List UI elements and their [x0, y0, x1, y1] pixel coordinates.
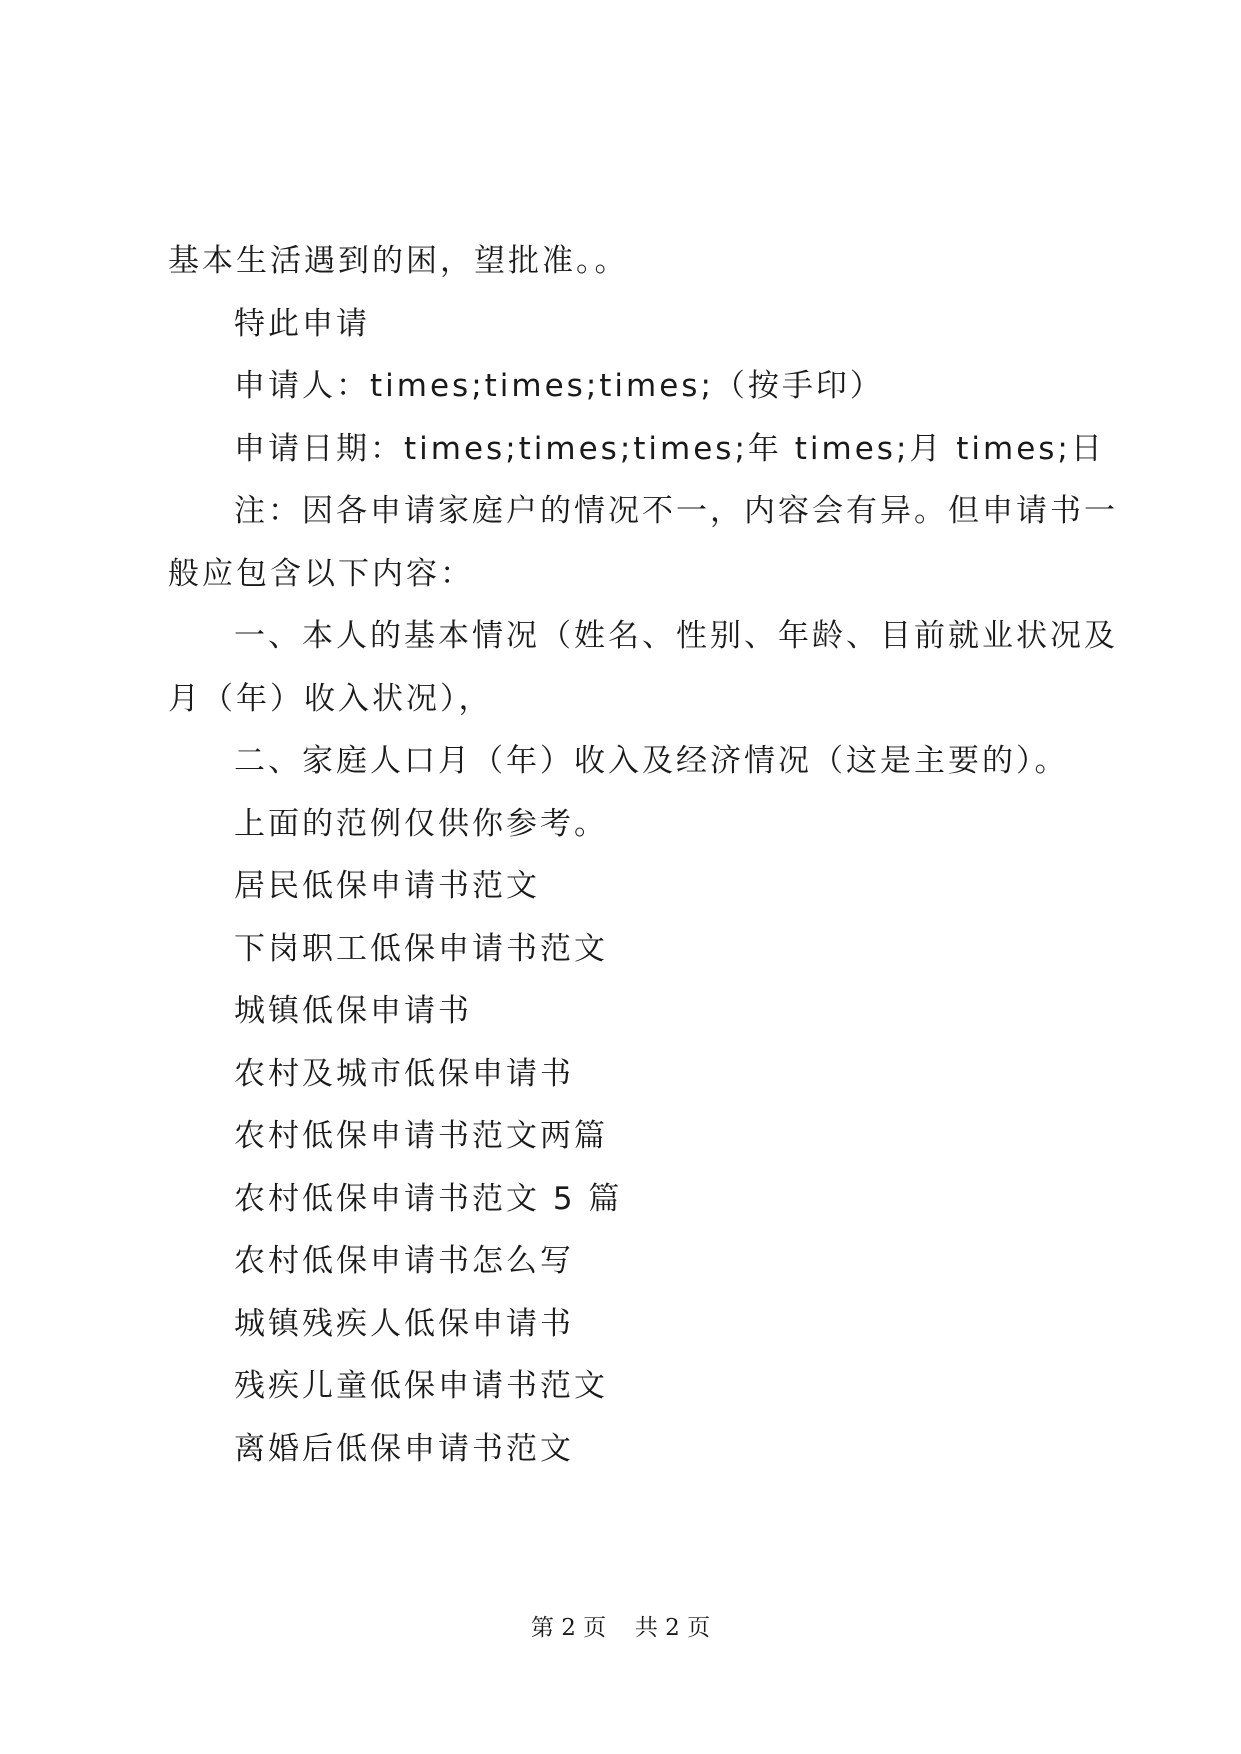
page-number: 第 2 页 — [530, 1615, 607, 1641]
document-body — [168, 230, 1118, 1480]
text-line: 一、本人的基本情况（姓名、性别、年龄、目前就业状况及 — [234, 618, 1118, 654]
text-line: 残疾儿童低保申请书范文 — [234, 1368, 608, 1404]
page-footer — [0, 1613, 1241, 1643]
text-line: 申请日期：times;times;times;年 times;月 times;日 — [234, 430, 1105, 467]
text-line: 居民低保申请书范文 — [234, 868, 540, 904]
text-line: 般应包含以下内容： — [168, 555, 474, 592]
text-line: 注：因各申请家庭户的情况不一，内容会有异。但申请书一 — [234, 493, 1118, 529]
text-line: 农村低保申请书怎么写 — [234, 1243, 574, 1279]
text-line: 基本生活遇到的困，望批准。。 — [168, 243, 629, 279]
text-line: 城镇残疾人低保申请书 — [234, 1305, 574, 1342]
text-line: 农村低保申请书范文两篇 — [234, 1118, 608, 1154]
text-line: 二、家庭人口月（年）收入及经济情况（这是主要的）。 — [234, 743, 1069, 779]
text-line: 城镇低保申请书 — [234, 993, 472, 1029]
text-line: 农村低保申请书范文 5 篇 — [234, 1180, 623, 1217]
text-line: 月（年）收入状况）， — [168, 680, 493, 717]
text-line: 离婚后低保申请书范文 — [234, 1430, 574, 1467]
text-line: 申请人：times;times;times;（按手印） — [234, 368, 884, 404]
text-line: 下岗职工低保申请书范文 — [234, 930, 608, 967]
text-line: 上面的范例仅供你参考。 — [234, 805, 608, 842]
page-total: 共 2 页 — [634, 1615, 711, 1641]
text-line: 农村及城市低保申请书 — [234, 1055, 574, 1092]
text-line: 特此申请 — [234, 305, 370, 342]
